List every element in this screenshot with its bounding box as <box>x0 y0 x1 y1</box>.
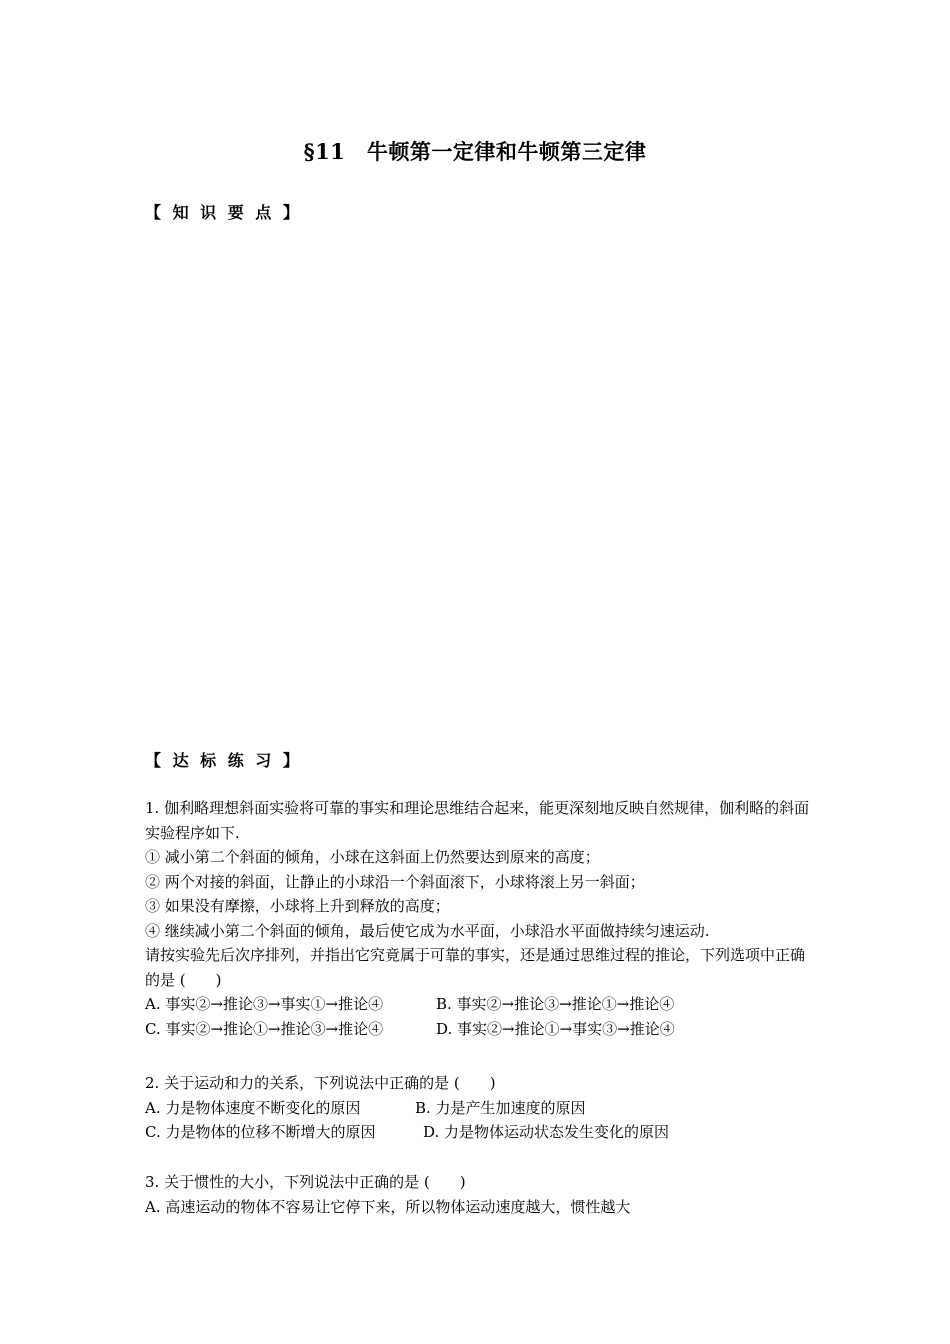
question-2-number: 2. <box>145 1074 160 1092</box>
question-2-option-a: A. 力是物体速度不断变化的原因 <box>145 1098 361 1117</box>
question-1-step-1: ① 减小第二个斜面的倾角，小球在这斜面上仍然要达到原来的高度； <box>145 848 600 866</box>
page-title: §11 牛顿第一定律和牛顿第三定律 <box>303 139 647 164</box>
question-2-stem-line <box>145 1071 810 1096</box>
question-1-stem-line <box>145 796 810 845</box>
question-3-stem-line <box>145 1170 810 1195</box>
question-2-option-c: C. 力是物体的位移不断增大的原因 <box>145 1123 376 1141</box>
question-1 <box>145 796 810 1041</box>
question-1-step-2: ② 两个对接的斜面，让静止的小球沿一个斜面滚下，小球将滚上另一斜面； <box>145 872 645 891</box>
question-1-options-row-2 <box>145 1017 810 1042</box>
question-3-stem: 关于惯性的大小，下列说法中正确的是 ( ) <box>164 1173 466 1191</box>
question-3-option-a: A. 高速运动的物体不容易让它停下来，所以物体运动速度越大，惯性越大 <box>145 1197 631 1216</box>
question-1-stem: 伽利略理想斜面实验将可靠的事实和理论思维结合起来，能更深刻地反映自然规律，伽利略的斜面实验程序如下. <box>145 799 810 842</box>
question-1-number: 1. <box>145 799 160 817</box>
section-heading-practice: 【 达 标 练 习 】 <box>145 751 302 770</box>
question-2-option-b: B. 力是产生加速度的原因 <box>415 1098 586 1117</box>
question-1-option-a: A. 事实②→推论③→事实①→推论④ <box>145 995 384 1013</box>
question-2-option-d: D. 力是物体运动状态发生变化的原因 <box>423 1123 670 1141</box>
question-1-option-d: D. 事实②→推论①→事实③→推论④ <box>436 1019 675 1038</box>
question-2 <box>145 1071 810 1145</box>
question-1-prompt: 请按实验先后次序排列，并指出它究竟属于可靠的事实，还是通过思维过程的推论，下列选项中正确的是 ( ) <box>145 946 806 989</box>
question-1-step-4: ④ 继续减小第二个斜面的倾角，最后使它成为水平面，小球沿水平面做持续匀速运动. <box>145 921 710 940</box>
question-1-option-b: B. 事实②→推论③→推论①→推论④ <box>436 995 675 1013</box>
question-2-stem: 关于运动和力的关系，下列说法中正确的是 ( ) <box>164 1074 496 1092</box>
question-2-options-row-2 <box>145 1120 810 1145</box>
question-3-number: 3. <box>145 1173 160 1191</box>
question-3 <box>145 1170 810 1219</box>
question-1-options-row-1 <box>145 992 810 1017</box>
question-1-option-c: C. 事实②→推论①→推论③→推论④ <box>145 1019 384 1038</box>
question-2-options-row-1 <box>145 1096 810 1121</box>
section-heading-knowledge-points: 【 知 识 要 点 】 <box>145 203 302 222</box>
question-1-step-3: ③ 如果没有摩擦，小球将上升到释放的高度； <box>145 897 450 915</box>
